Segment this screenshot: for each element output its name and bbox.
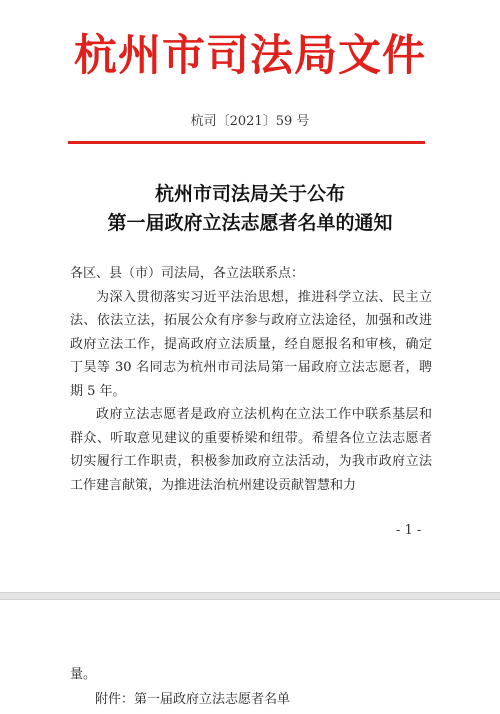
notice-title-line-2: 第一届政府立法志愿者名单的通知 xyxy=(107,212,393,234)
body-continuation: 量。 xyxy=(70,667,97,682)
notice-title xyxy=(0,180,500,238)
page-separator xyxy=(0,592,500,600)
document-page-2 xyxy=(0,600,500,714)
body-paragraph: 为深入贯彻落实习近平法治思想，推进科学立法、民主立法、依法立法，拓展公众有序参与政府立法途径，加强和改进政府立法工作，提高政府立法质量，经自愿报名和审核，确定丁昊等 30 名同志为杭州市司法局第一届政府立法志愿者，聘期 5 年。 xyxy=(70,289,432,399)
red-divider-line xyxy=(68,141,425,144)
masthead-title: 杭州市司法局文件 xyxy=(74,31,426,81)
body-paragraph: 政府立法志愿者是政府立法机构在立法工作中联系基层和群众、听取意见建议的重要桥梁和纽带。希望各位立法志愿者切实履行工作职责，积极参加政府立法活动，为我市政府立法工作建言献策，为推进法治杭州建设贡献智慧和力 xyxy=(70,407,432,493)
attachment-line: 附件：第一届政府立法志愿者名单 xyxy=(95,692,291,707)
salutation: 各区、县（市）司法局，各立法联系点： xyxy=(70,266,305,281)
notice-title-line-1: 杭州市司法局关于公布 xyxy=(154,183,345,205)
document-number: 杭司〔2021〕59 号 xyxy=(190,114,310,129)
page-number: - 1 - xyxy=(396,523,422,538)
document-body xyxy=(70,262,432,497)
